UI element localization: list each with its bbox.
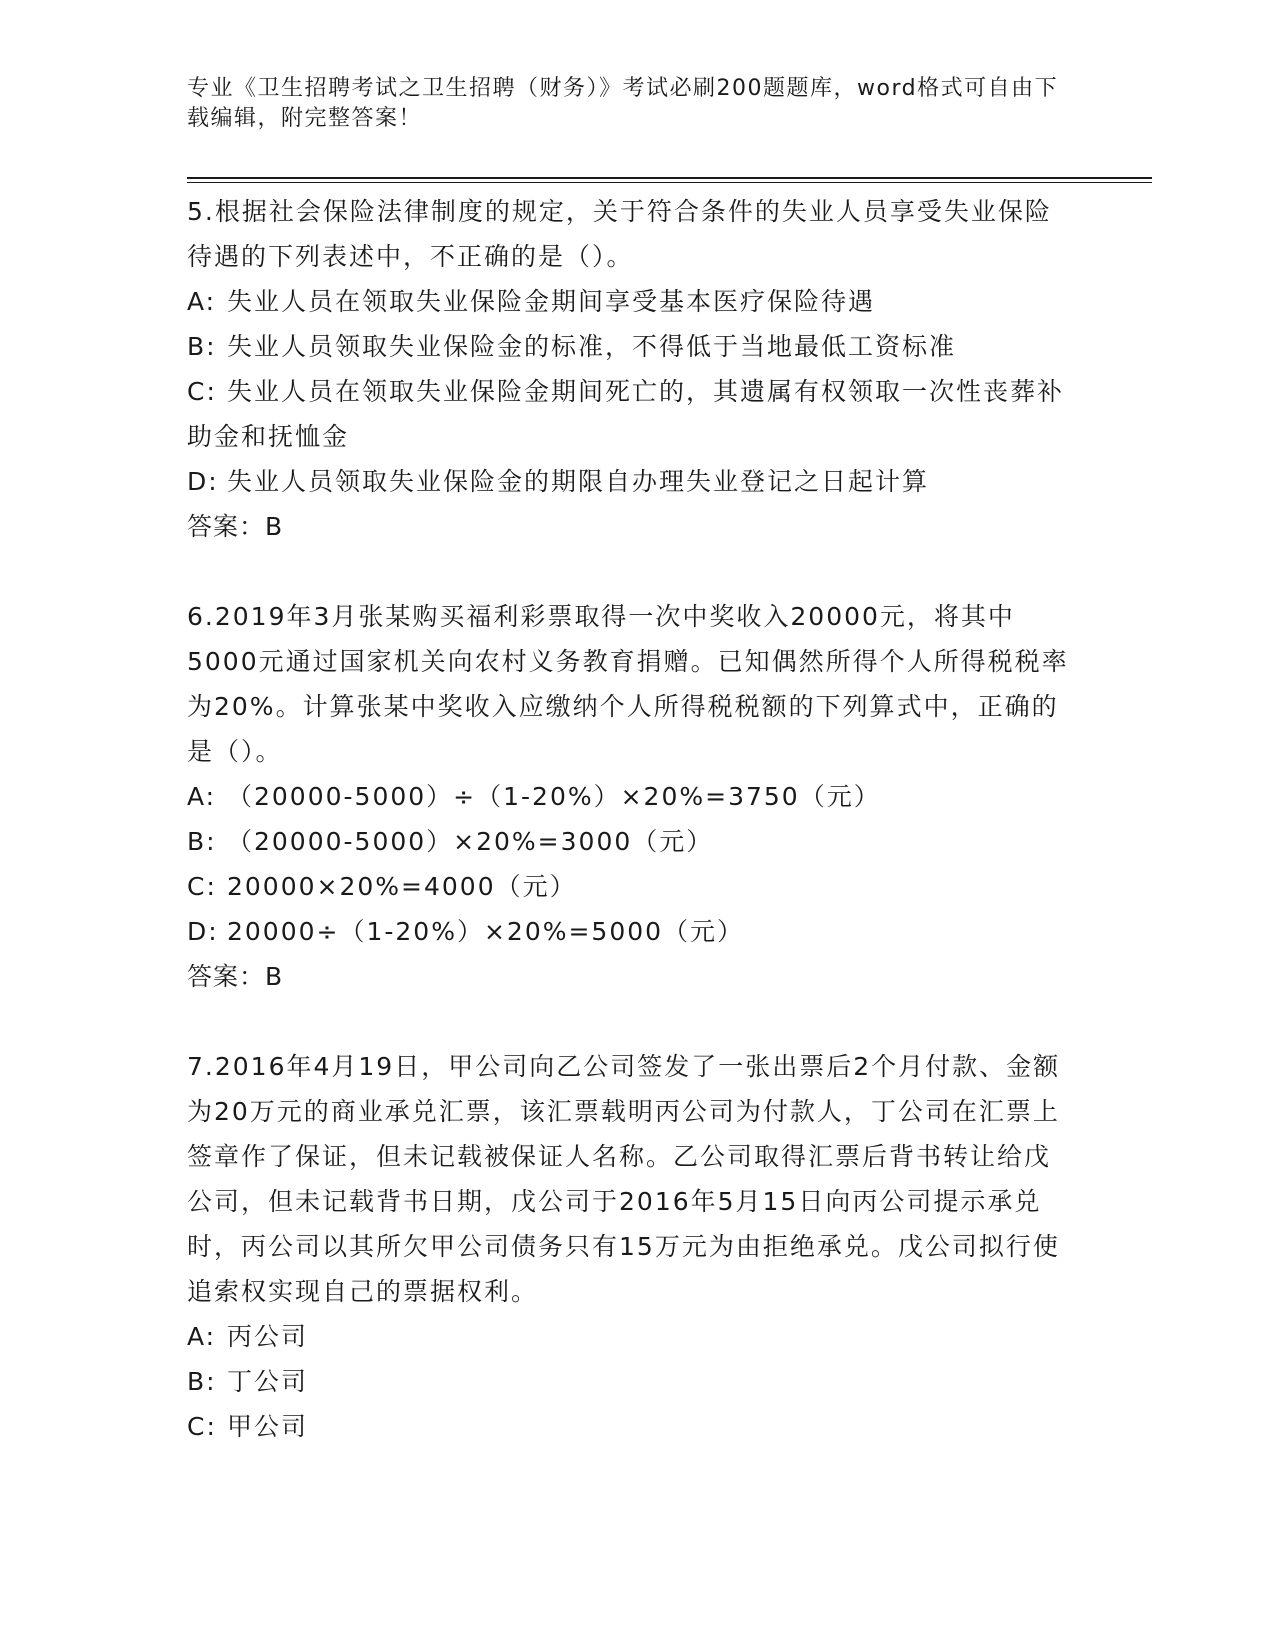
- option-letter: A:: [187, 287, 217, 316]
- option-text: 丙公司: [227, 1322, 309, 1351]
- option-a: [187, 279, 1077, 324]
- option-letter: C:: [187, 872, 217, 901]
- option-text: 失业人员在领取失业保险金期间死亡的，其遗属有权领取一次性丧葬补助金和抚恤金: [187, 377, 1065, 451]
- header-divider-thin: [187, 182, 1152, 183]
- question-text: 6.2019年3月张某购买福利彩票取得一次中奖收入20000元，将其中5000元通过国家机关向农村义务教育捐赠。已知偶然所得个人所得税税率为20%。计算张某中奖收入应缴纳个人所得税税额的下列算式中，正确的是（）。: [187, 602, 1069, 766]
- option-a: [187, 774, 1077, 819]
- option-text: 丁公司: [227, 1367, 309, 1396]
- header-divider-thick: [187, 177, 1152, 179]
- option-c: [187, 369, 1077, 459]
- option-b: [187, 324, 1077, 369]
- option-text: 甲公司: [227, 1412, 309, 1441]
- option-b: [187, 1359, 1077, 1404]
- option-text: 失业人员领取失业保险金的期限自办理失业登记之日起计算: [227, 467, 930, 496]
- document-header: 专业《卫生招聘考试之卫生招聘（财务）》考试必刷200题题库，word格式可自由下载编辑，附完整答案！: [187, 76, 1059, 131]
- option-letter: B:: [187, 1367, 217, 1396]
- question-5: [187, 189, 1077, 549]
- option-b: [187, 819, 1077, 864]
- question-6: [187, 594, 1077, 999]
- option-d: [187, 909, 1077, 954]
- question-text: 7.2016年4月19日，甲公司向乙公司签发了一张出票后2个月付款、金额为20万元的商业承兑汇票，该汇票载明丙公司为付款人，丁公司在汇票上签章作了保证，但未记载被保证人名称。乙公司取得汇票后背书转让给戊公司，但未记载背书日期，戊公司于2016年5月15日向丙公司提示承兑时，丙公司以其所欠甲公司债务只有15万元为由拒绝承兑。戊公司拟行使追索权实现自己的票据权利。: [187, 1052, 1061, 1306]
- option-letter: C:: [187, 1412, 217, 1441]
- option-text: （20000-5000）÷（1-20%）×20%=3750（元）: [227, 782, 881, 811]
- answer-text: 答案：B: [187, 512, 284, 541]
- option-letter: C:: [187, 377, 217, 406]
- question-7: [187, 1044, 1077, 1449]
- option-text: 失业人员在领取失业保险金期间享受基本医疗保险待遇: [227, 287, 876, 316]
- option-letter: D:: [187, 917, 219, 946]
- option-letter: A:: [187, 1322, 217, 1351]
- option-letter: D:: [187, 467, 219, 496]
- question-text: 5.根据社会保险法律制度的规定，关于符合条件的失业人员享受失业保险待遇的下列表述中，不正确的是（）。: [187, 197, 1052, 271]
- option-c: [187, 1404, 1077, 1449]
- option-text: 20000÷（1-20%）×20%=5000（元）: [227, 917, 745, 946]
- option-d: [187, 459, 1077, 504]
- spacer: [187, 549, 1077, 594]
- option-letter: B:: [187, 827, 217, 856]
- spacer: [187, 999, 1077, 1044]
- option-text: （20000-5000）×20%=3000（元）: [227, 827, 714, 856]
- option-a: [187, 1314, 1077, 1359]
- option-text: 失业人员领取失业保险金的标准，不得低于当地最低工资标准: [227, 332, 957, 361]
- option-letter: B:: [187, 332, 217, 361]
- option-letter: A:: [187, 782, 217, 811]
- option-c: [187, 864, 1077, 909]
- answer-text: 答案：B: [187, 962, 284, 991]
- option-text: 20000×20%=4000（元）: [227, 872, 577, 901]
- questions-body: [187, 189, 1077, 1449]
